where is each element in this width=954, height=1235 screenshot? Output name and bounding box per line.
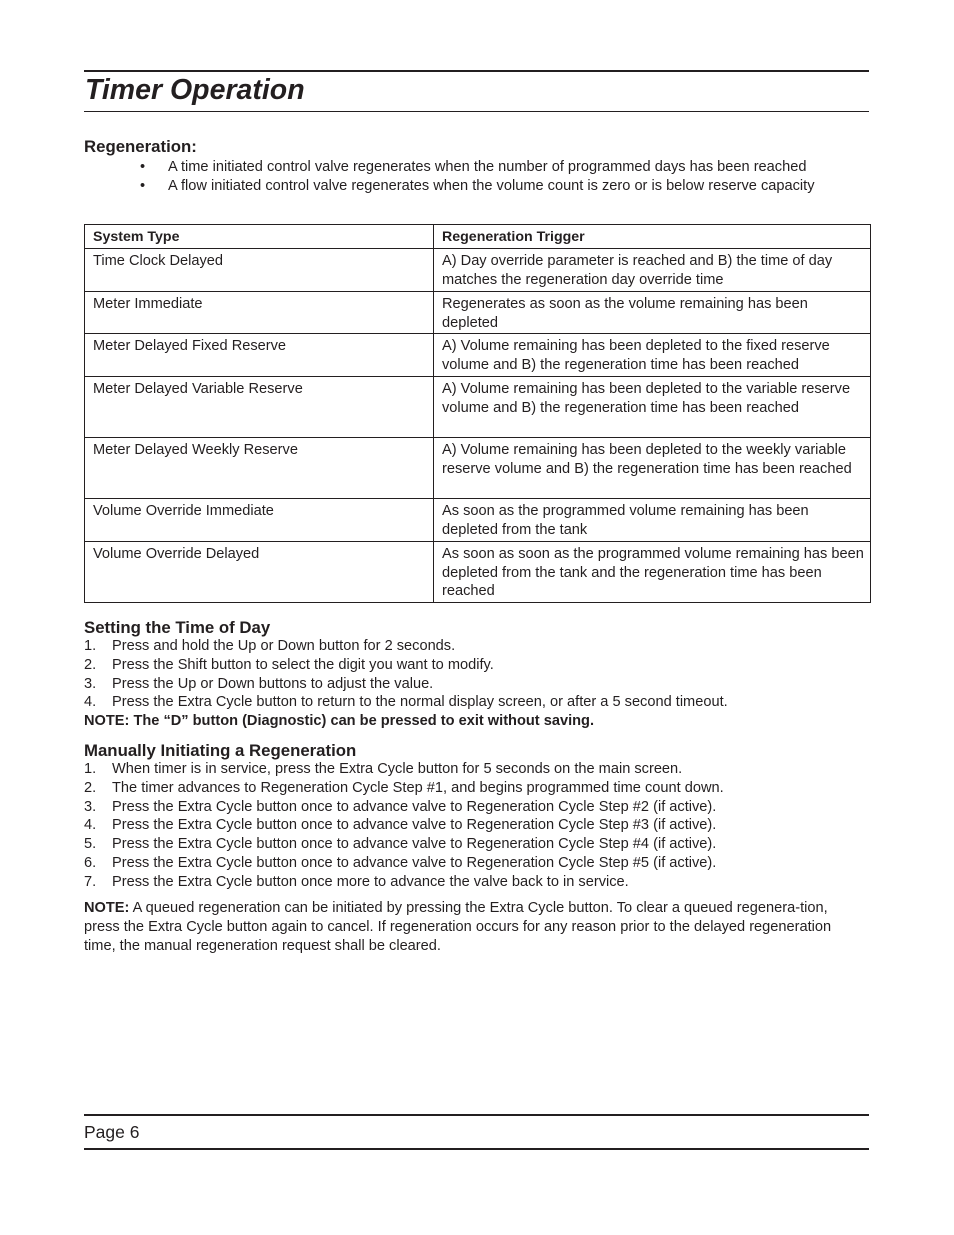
regeneration-bullet-list <box>140 158 860 196</box>
table-header-row <box>85 225 871 249</box>
regeneration-trigger-cell: A) Volume remaining has been depleted to the weekly variable reserve volume and B) the regeneration time has been reached <box>434 438 871 499</box>
system-type-cell: Volume Override Immediate <box>85 499 434 542</box>
step-number: 1. <box>84 761 97 777</box>
bullet-item: • A time initiated control valve regenerates when the number of programmed days has been reached <box>140 158 860 177</box>
system-type-cell: Meter Delayed Weekly Reserve <box>85 438 434 499</box>
list-item <box>84 693 864 712</box>
step-number: 7. <box>84 873 97 890</box>
regeneration-table <box>84 224 871 603</box>
page-number: Page 6 <box>84 1122 140 1142</box>
system-type-cell: Volume Override Delayed <box>85 542 434 603</box>
regeneration-trigger-cell: A) Volume remaining has been depleted to the fixed reserve volume and B) the regeneration time has been reached <box>434 334 871 377</box>
step-text: When timer is in service, press the Extra Cycle button for 5 seconds on the main screen. <box>112 761 683 777</box>
note-text: A queued regeneration can be initiated by pressing the Extra Cycle button. To clear a queued regenera-tion, press the Extra Cycle button again to cancel. If regeneration occurs for any reason prior to the delayed regeneration time, the manual regeneration request shall be cleared. <box>84 900 832 954</box>
list-item <box>84 835 864 854</box>
system-type-cell: Meter Immediate <box>85 292 434 334</box>
table-row <box>85 249 871 292</box>
page-title: Timer Operation <box>85 74 305 106</box>
header-bottom-rule <box>84 111 869 112</box>
list-item <box>84 798 864 817</box>
regeneration-trigger-cell: As soon as the programmed volume remaining has been depleted from the tank <box>434 499 871 542</box>
system-type-cell: Time Clock Delayed <box>85 249 434 292</box>
list-item <box>84 779 864 798</box>
step-text: Press the Extra Cycle button once more to advance the valve back to in service. <box>112 873 629 890</box>
list-item <box>84 675 864 694</box>
step-text: Press the Extra Cycle button once to advance valve to Regeneration Cycle Step #5 (if active). <box>112 854 717 871</box>
table-row <box>85 438 871 499</box>
system-type-cell: Meter Delayed Fixed Reserve <box>85 334 434 377</box>
list-item <box>84 656 864 675</box>
table-header-cell: Regeneration Trigger <box>434 225 871 249</box>
system-type-cell: Meter Delayed Variable Reserve <box>85 377 434 438</box>
step-text: Press the Shift button to select the digit you want to modify. <box>112 656 494 673</box>
step-text: Press the Extra Cycle button once to advance valve to Regeneration Cycle Step #2 (if active). <box>112 798 717 815</box>
regeneration-trigger-cell: As soon as soon as the programmed volume remaining has been depleted from the tank and the regeneration time has been reached <box>434 542 871 603</box>
list-item <box>84 873 864 892</box>
manual-regen-heading: Manually Initiating a Regeneration <box>84 741 357 760</box>
footer-bottom-rule <box>84 1148 869 1150</box>
manual-regen-note <box>84 899 864 956</box>
step-number: 5. <box>84 836 97 853</box>
time-of-day-heading: Setting the Time of Day <box>84 618 271 637</box>
table-header-cell: System Type <box>85 225 434 249</box>
list-item <box>84 854 864 873</box>
step-text: The timer advances to Regeneration Cycle Step #1, and begins programmed time count down. <box>112 779 724 796</box>
regeneration-trigger-cell: Regenerates as soon as the volume remaining has been depleted <box>434 292 871 334</box>
table-row <box>85 334 871 377</box>
table-row <box>85 542 871 603</box>
table-row <box>85 292 871 334</box>
list-item <box>84 760 864 779</box>
table-row <box>85 377 871 438</box>
note-label: NOTE: <box>84 900 130 916</box>
step-number: 3. <box>84 798 97 815</box>
regeneration-trigger-cell: A) Day override parameter is reached and B) the time of day matches the regeneration day override time <box>434 249 871 292</box>
step-number: 4. <box>84 817 97 834</box>
step-text: Press the Extra Cycle button once to advance valve to Regeneration Cycle Step #3 (if active). <box>112 817 717 834</box>
step-number: 2. <box>84 779 97 796</box>
step-text: Press the Extra Cycle button to return to the normal display screen, or after a 5 second timeout. <box>112 694 728 711</box>
regeneration-heading: Regeneration: <box>84 137 197 156</box>
table-row <box>85 499 871 542</box>
step-number: 6. <box>84 854 97 871</box>
step-text: Press the Up or Down buttons to adjust the value. <box>112 675 434 692</box>
footer-top-rule <box>84 1114 869 1116</box>
step-number: 3. <box>84 675 97 692</box>
list-item <box>84 816 864 835</box>
step-number: 1. <box>84 638 97 654</box>
manual-regen-steps <box>84 760 864 892</box>
time-of-day-note: NOTE: The “D” button (Diagnostic) can be pressed to exit without saving. <box>84 713 595 729</box>
time-of-day-steps <box>84 637 864 712</box>
step-number: 2. <box>84 656 97 673</box>
step-text: Press and hold the Up or Down button for 2 seconds. <box>112 638 456 654</box>
step-text: Press the Extra Cycle button once to advance valve to Regeneration Cycle Step #4 (if active). <box>112 836 717 853</box>
step-number: 4. <box>84 694 97 711</box>
bullet-item: • A flow initiated control valve regenerates when the volume count is zero or is below reserve capacity <box>140 177 828 196</box>
header-top-rule <box>84 70 869 72</box>
regeneration-trigger-cell: A) Volume remaining has been depleted to the variable reserve volume and B) the regeneration time has been reached <box>434 377 871 438</box>
list-item <box>84 637 864 656</box>
